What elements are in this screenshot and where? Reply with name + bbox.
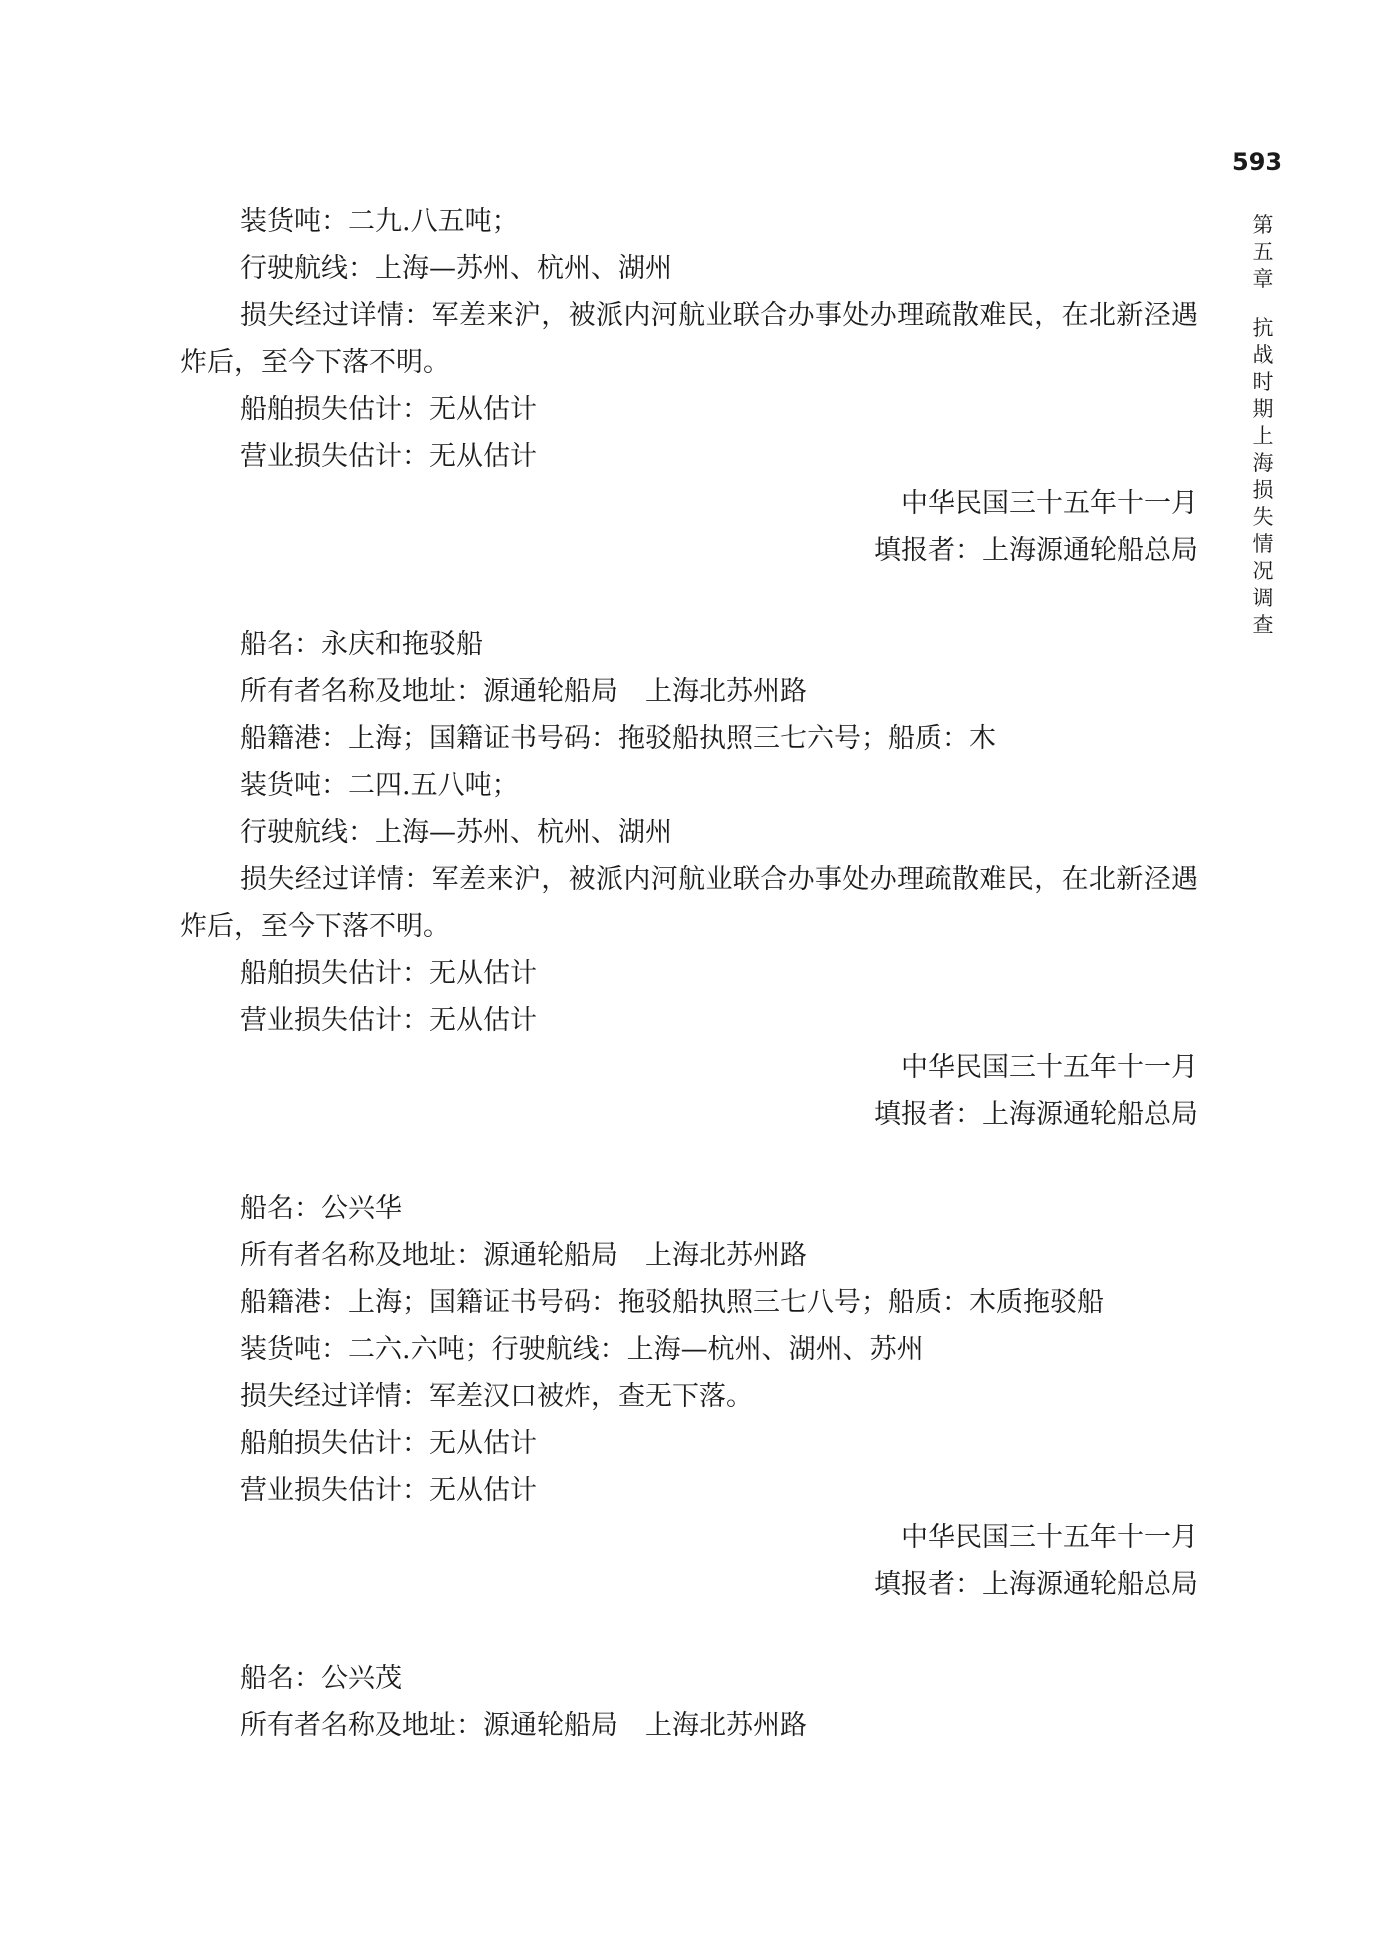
route: 行驶航线：上海—苏州、杭州、湖州: [240, 817, 672, 848]
owner-address: 所有者名称及地址：源通轮船局 上海北苏州路: [240, 1240, 807, 1271]
ship-loss-estimate: 船舶损失估计：无从估计: [240, 958, 537, 989]
report-date: 中华民国三十五年十一月: [901, 1052, 1198, 1083]
report-date: 中华民国三十五年十一月: [901, 1522, 1198, 1553]
loss-detail: 损失经过详情：军差来沪，被派内河航业联合办事处办理疏散难民，在北新泾遇炸后，至今下落不明。: [180, 300, 1198, 378]
business-loss-estimate: 营业损失估计：无从估计: [240, 1005, 537, 1036]
cargo-tonnage: 装货吨：二九.八五吨；: [240, 206, 519, 237]
registry-info: 船籍港：上海；国籍证书号码：拖驳船执照三七八号；船质：木质拖驳船: [240, 1287, 1104, 1318]
owner-address: 所有者名称及地址：源通轮船局 上海北苏州路: [240, 676, 807, 707]
chapter-label: 第五章: [1252, 213, 1274, 291]
reporter: 填报者：上海源通轮船总局: [874, 1099, 1198, 1130]
record-continued: [180, 198, 1198, 574]
chapter-title: 抗战时期上海损失情况调查: [1252, 316, 1274, 637]
ship-name: 船名：公兴茂: [240, 1663, 402, 1694]
ship-name: 船名：永庆和拖驳船: [240, 629, 483, 660]
page-number: 593: [1232, 148, 1283, 176]
ship-loss-estimate: 船舶损失估计：无从估计: [240, 1428, 537, 1459]
owner-address: 所有者名称及地址：源通轮船局 上海北苏州路: [240, 1710, 807, 1741]
route: 行驶航线：上海—苏州、杭州、湖州: [240, 253, 672, 284]
report-date: 中华民国三十五年十一月: [901, 488, 1198, 519]
page-body: [180, 198, 1198, 1749]
cargo-route: 装货吨：二六.六吨；行驶航线：上海—杭州、湖州、苏州: [240, 1334, 924, 1365]
business-loss-estimate: 营业损失估计：无从估计: [240, 441, 537, 472]
ship-name: 船名：公兴华: [240, 1193, 402, 1224]
record-gongxingmao: [180, 1655, 1198, 1749]
record-gongxinghua: [180, 1185, 1198, 1608]
loss-detail: 损失经过详情：军差汉口被炸，查无下落。: [240, 1381, 753, 1412]
registry-info: 船籍港：上海；国籍证书号码：拖驳船执照三七六号；船质：木: [240, 723, 996, 754]
business-loss-estimate: 营业损失估计：无从估计: [240, 1475, 537, 1506]
running-header: [1248, 212, 1278, 639]
reporter: 填报者：上海源通轮船总局: [874, 535, 1198, 566]
ship-loss-estimate: 船舶损失估计：无从估计: [240, 394, 537, 425]
reporter: 填报者：上海源通轮船总局: [874, 1569, 1198, 1600]
record-yongqinghe: [180, 621, 1198, 1138]
cargo-tonnage: 装货吨：二四.五八吨；: [240, 770, 519, 801]
loss-detail: 损失经过详情：军差来沪，被派内河航业联合办事处办理疏散难民，在北新泾遇炸后，至今下落不明。: [180, 864, 1198, 942]
